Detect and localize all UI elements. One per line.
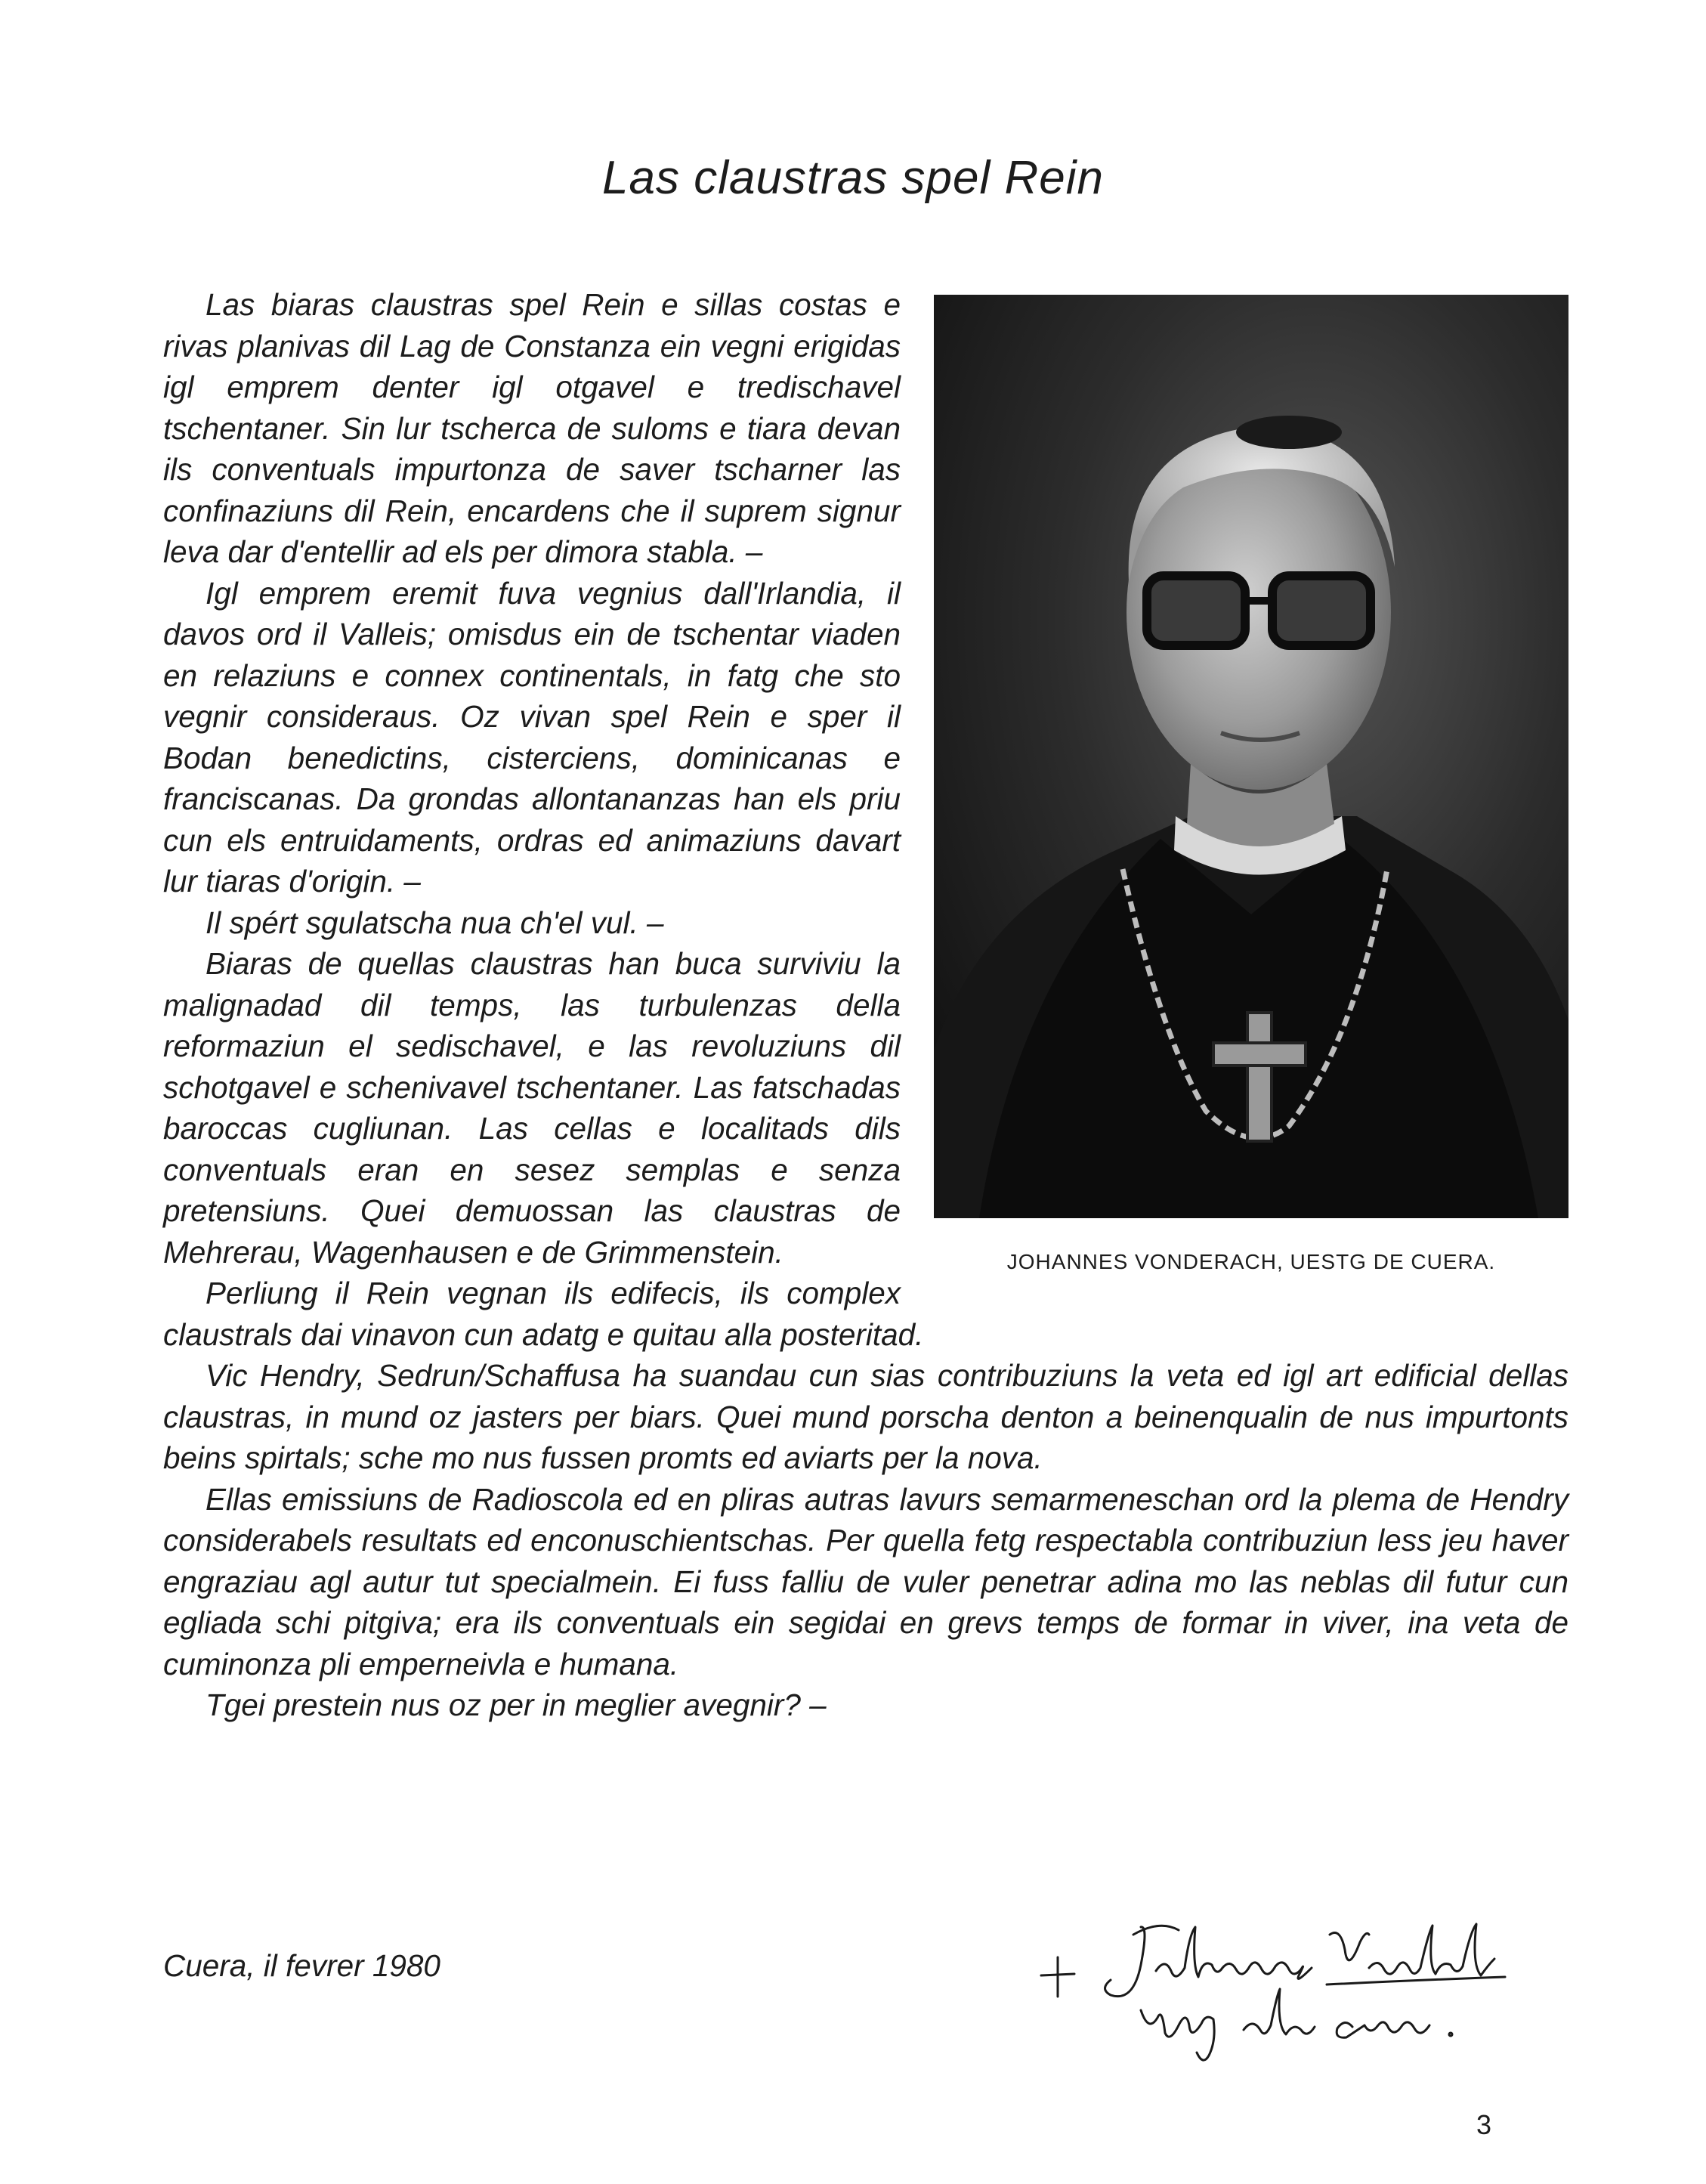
paragraph-8: Tgei prestein nus oz per in meglier avegnir? –	[206, 1687, 827, 1722]
article-body	[163, 284, 1568, 1726]
portrait-photo	[934, 295, 1568, 1218]
bishop-portrait-image	[934, 295, 1568, 1218]
portrait-figure	[934, 295, 1568, 1312]
page-number: 3	[1476, 2109, 1491, 2140]
paragraph-1: Las biaras claustras spel Rein e sillas costas e rivas planivas dil Lag de Constanza ein vegni erigidas igl emprem denter igl otgavel e tredischavel tschentaner. Sin lur tscherca de suloms e tiara devan ils conventuals impurtonza de saver tscharner las confinaziuns dil Rein, encardens che il suprem signur leva dar d'entellir ad els per dimora stabla. –	[163, 287, 901, 569]
handwritten-signature	[1028, 1904, 1511, 2071]
paragraph-7: Ellas emissiuns de Radioscola ed en pliras autras lavurs semarmeneschan ord la plema de Hendry considerabels resultats ed enconuschientschas. Per quella fetg respectabla contribuziun less jeu haver engraziau agl autur tut specialmein. Ei fuss falliu de vuler penetrar adina mo las neblas dil futur cun egliada schi pitgiva; era ils conventuals ein segidai en grevs temps de formar in viver, ina veta de cuminonza pli emperneivla e humana.	[163, 1481, 1568, 1681]
signature-drawing	[1028, 1904, 1511, 2071]
paragraph-4: Biaras de quellas claustras han buca surviviu la malignadad dil temps, las turbulenzas della reformaziun el sedischavel, e las revoluziuns dil schotgavel e schenivavel tschentaner. Las fatschadas baroccas cugliunan. Las cellas e localitads dils conventuals eran en sesez semplas e senza pretensiuns. Quei demuossan las claustras de Mehrerau, Wagenhausen e de Grimmenstein.	[163, 946, 901, 1270]
photo-caption: JOHANNES VONDERACH, UESTG DE CUERA.	[1006, 1250, 1496, 1273]
place-date: Cuera, il fevrer 1980	[163, 1948, 440, 1983]
paragraph-5: Perliung il Rein vegnan ils edifecis, ils complex claustrals dai vinavon cun adatg e quitau alla posteritad.	[163, 1276, 924, 1352]
paragraph-6: Vic Hendry, Sedrun/Schaffusa ha suandau cun sias contribuziuns la veta ed igl art edificial dellas claustras, in mund oz jasters per biars. Quei mund porscha denton a beinenqualin de nus impurtonts beins spirtals; sche mo nus fussen promts ed aviarts per la nova.	[163, 1358, 1568, 1475]
paragraph-2: Igl emprem eremit fuva vegnius dall'Irlandia, il davos ord il Valleis; omisdus ein de tschentar viaden en relaziuns e connex continentals, in fatg che sto vegnir consideraus. Oz vivan spel Rein e sper il Bodan benedictins, cisterciens, dominicanas e franciscanas. Da grondas allontananzas han els priu cun els entruidaments, ordras ed animaziuns davart lur tiaras d'origin. –	[163, 575, 901, 899]
page-title: Las claustras spel Rein	[602, 152, 1104, 204]
paragraph-3: Il spért sgulatscha nua ch'el vul. –	[206, 905, 664, 940]
